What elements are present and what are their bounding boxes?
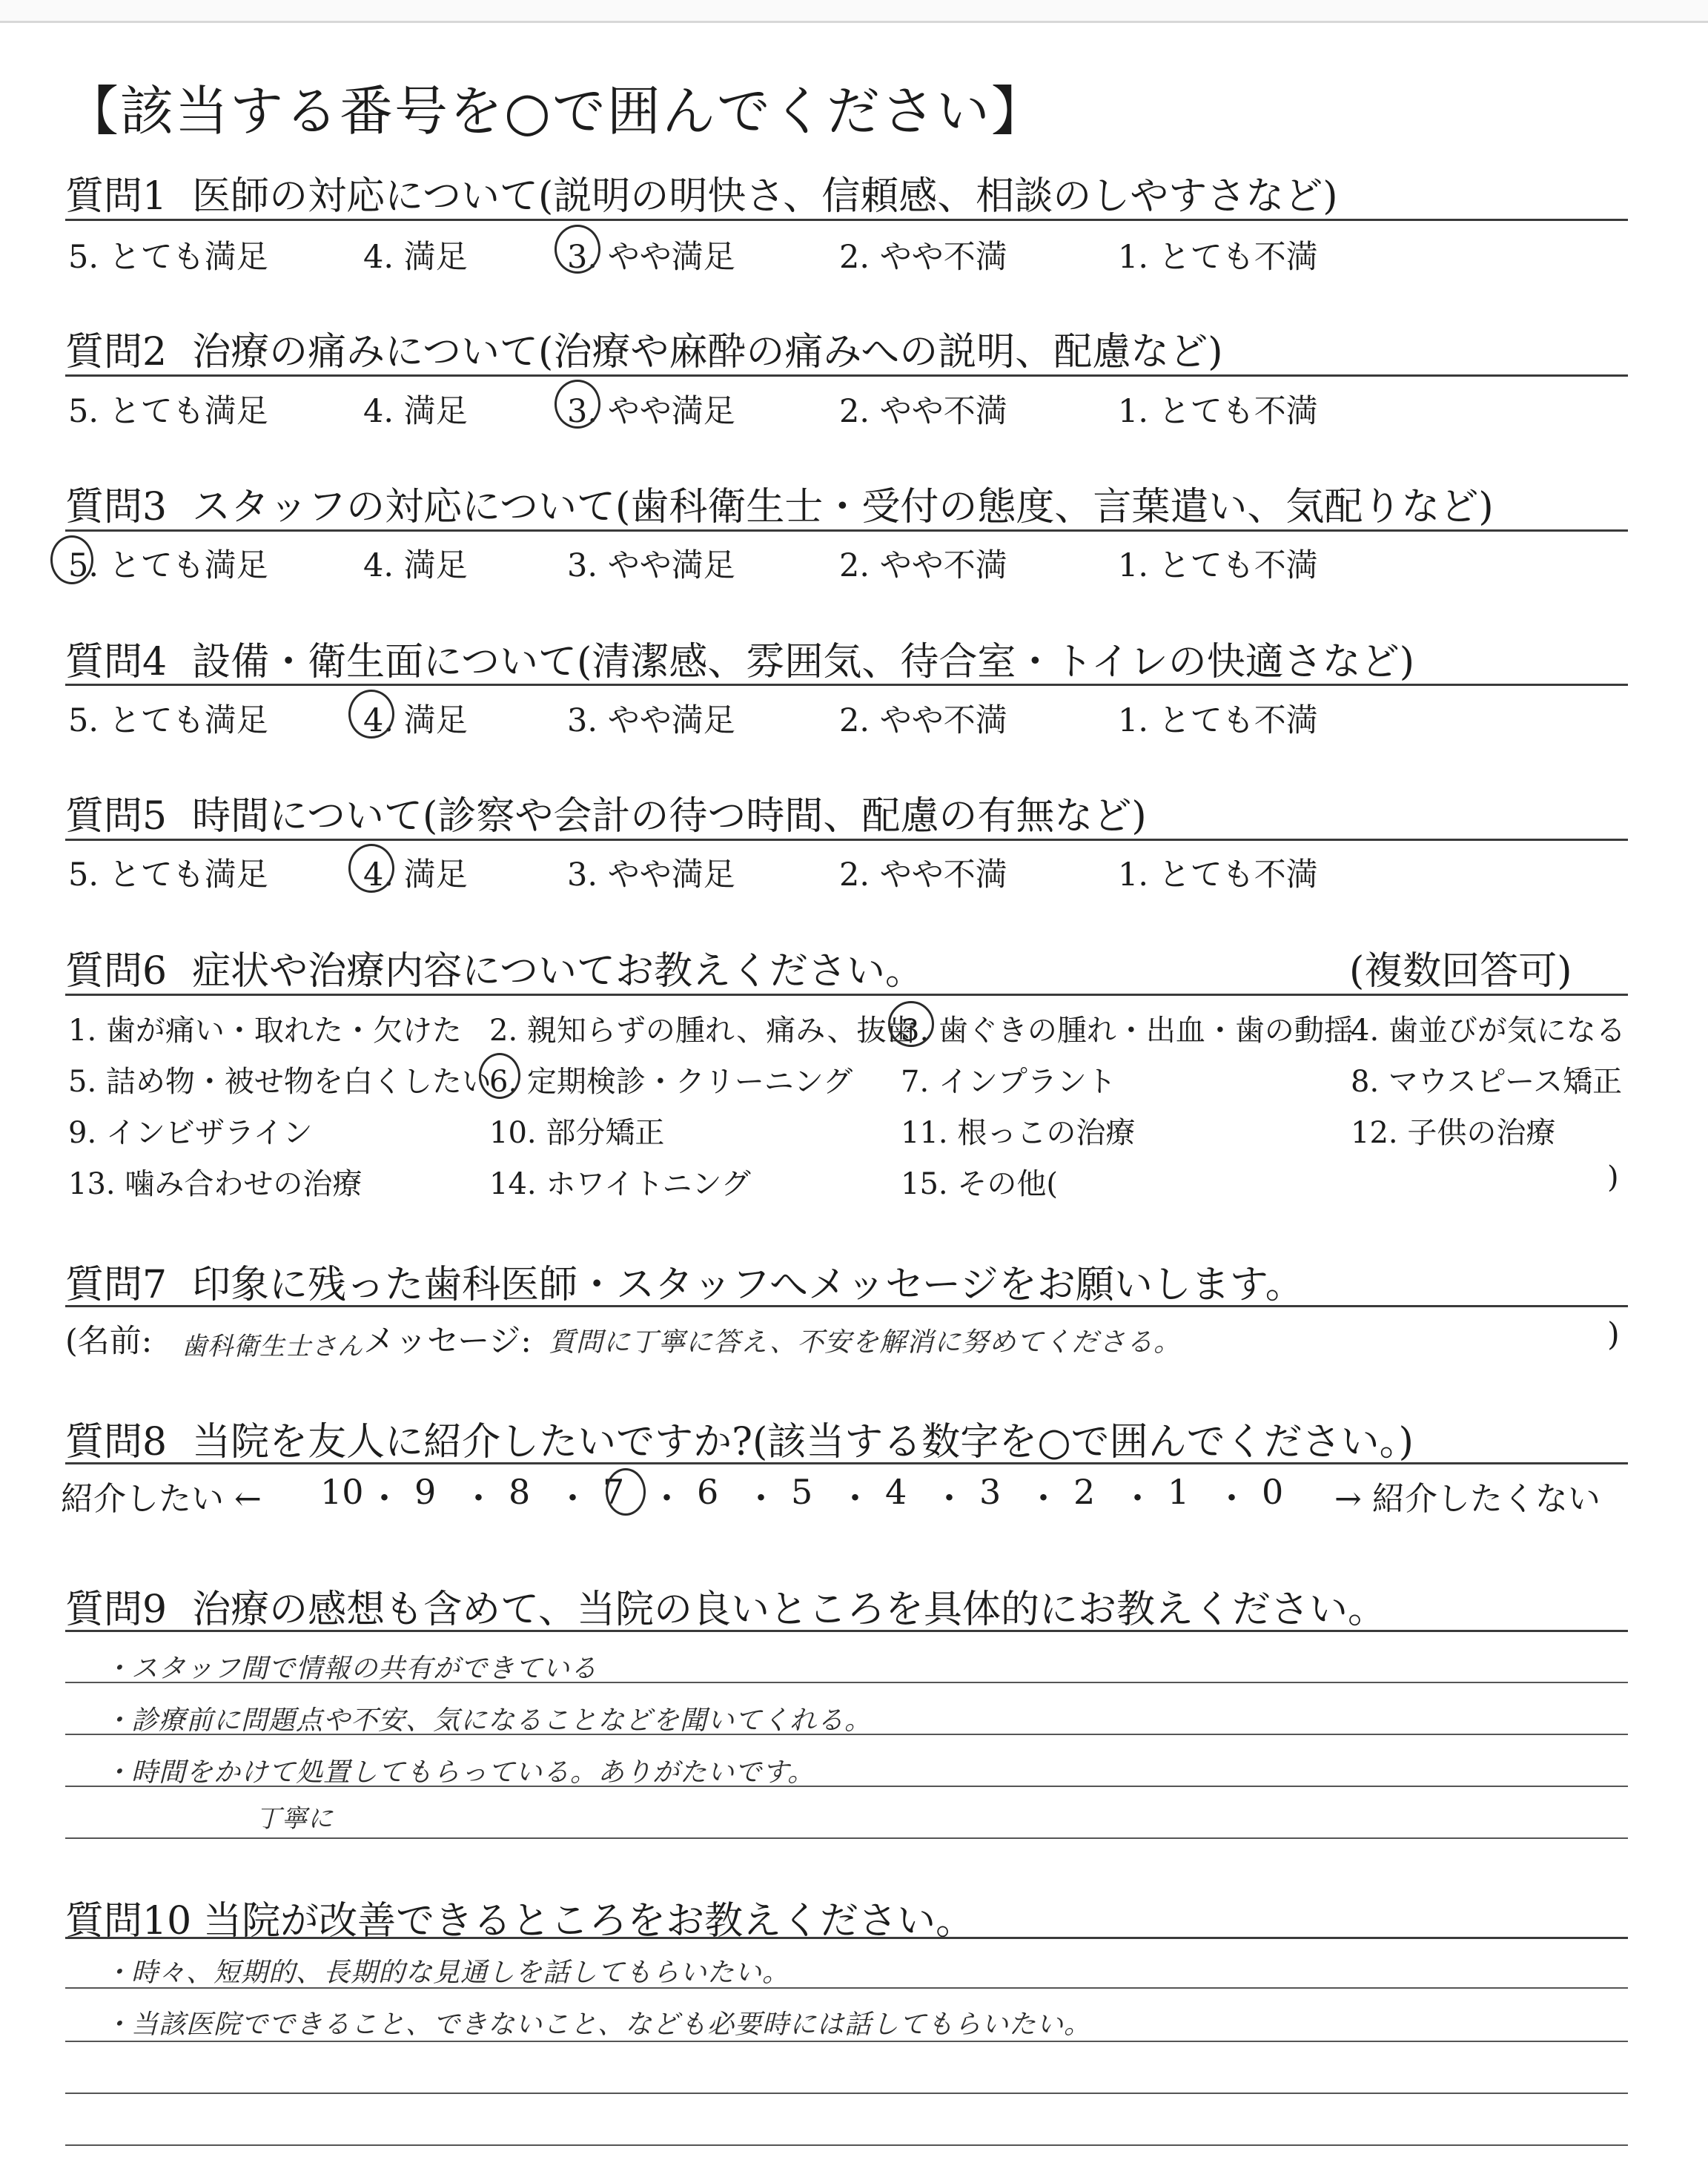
q6-item-7[interactable]: 7. インプラント: [901, 1065, 1116, 1099]
q9-answer-3[interactable]: ・時間をかけて処置してもらっている。ありがたいです。: [104, 1757, 815, 1788]
q1-option-1[interactable]: 1. とても不満: [1118, 239, 1318, 276]
q6-item-14[interactable]: 14. ホワイトニング: [489, 1167, 751, 1201]
question-1: [65, 165, 1338, 220]
scale-separator: ・: [1120, 1479, 1155, 1519]
question-3: [65, 475, 1494, 531]
q3-option-3[interactable]: 3. やや満足: [567, 547, 735, 584]
q9-handwritten-insert: 丁寧に: [256, 1804, 334, 1834]
q4-answer-circle: [348, 690, 394, 739]
q10-answer-1[interactable]: ・時々、短期的、長期的な見通しを話してもらいたい。: [104, 1958, 790, 1988]
scale-separator: ・: [744, 1479, 778, 1519]
question-number: 質問7: [65, 1263, 168, 1307]
question-text: 当院を友人に紹介したいですか?(該当する数字を○で囲んでください。): [192, 1420, 1414, 1464]
question-text: 印象に残った歯科医師・スタッフへメッセージをお願いします。: [192, 1263, 1304, 1307]
q4-option-2[interactable]: 2. やや不満: [839, 702, 1007, 739]
question-7: [65, 1253, 1304, 1309]
q2-option-3[interactable]: 3. やや満足: [567, 393, 735, 430]
question-number: 質問1: [65, 174, 168, 219]
q10-answer-2[interactable]: ・当該医院でできること、できないこと、なども必要時には話してもらいたい。: [104, 2009, 1092, 2040]
question-number: 質問6: [65, 949, 168, 994]
q4-option-5[interactable]: 5. とても満足: [68, 702, 268, 739]
question-text: スタッフの対応について(歯科衛生士・受付の態度、言葉遣い、気配りなど): [192, 485, 1494, 529]
scan-edge: [0, 0, 1708, 23]
question-text: 症状や治療内容についてお教えください。: [192, 949, 924, 994]
q9-answer-2[interactable]: ・診療前に問題点や不安、気になることなどを聞いてくれる。: [104, 1705, 873, 1736]
scale-separator: ・: [838, 1479, 873, 1519]
question-number: 質問5: [65, 794, 168, 839]
q2-option-5[interactable]: 5. とても満足: [68, 393, 268, 430]
divider: [65, 219, 1628, 221]
question-9: [65, 1578, 1386, 1634]
recommend-label: 紹介したい ←: [61, 1480, 262, 1518]
q9-answer-1[interactable]: ・スタッフ間で情報の共有ができている: [104, 1654, 598, 1684]
q6-item-13[interactable]: 13. 噛み合わせの治療: [68, 1167, 363, 1201]
answer-line: [65, 2041, 1628, 2042]
q5-option-4[interactable]: 4. 満足: [363, 856, 468, 894]
q2-answer-circle: [555, 380, 600, 429]
message-label: メッセージ:: [363, 1323, 532, 1360]
q4-option-3[interactable]: 3. やや満足: [567, 702, 735, 739]
answer-line: [65, 2144, 1628, 2146]
q6-item-10[interactable]: 10. 部分矯正: [489, 1116, 665, 1150]
q3-option-2[interactable]: 2. やや不満: [839, 547, 1007, 584]
scale-value[interactable]: 7: [603, 1472, 625, 1512]
scale-separator: ・: [649, 1479, 684, 1519]
question-number: 質問2: [65, 330, 168, 374]
divider: [65, 529, 1628, 532]
answer-line: [65, 1734, 1628, 1735]
question-5: [65, 785, 1147, 840]
scale-value[interactable]: 0: [1262, 1472, 1284, 1512]
scale-value[interactable]: 3: [979, 1472, 1002, 1512]
scale-value[interactable]: 4: [885, 1472, 907, 1512]
q4-option-1[interactable]: 1. とても不満: [1118, 702, 1318, 739]
handwritten-name[interactable]: 歯科衛生士さん: [182, 1332, 363, 1361]
q6-item-8[interactable]: 8. マウスピース矯正: [1351, 1065, 1623, 1099]
divider: [65, 1630, 1628, 1632]
answer-line: [65, 1837, 1628, 1839]
answer-line: [65, 2093, 1628, 2094]
q6-item-11[interactable]: 11. 根っこの治療: [901, 1116, 1136, 1150]
divider: [65, 1462, 1628, 1464]
q6-answer-circle-6: [479, 1053, 520, 1099]
q1-answer-circle: [555, 225, 600, 274]
question-text: 治療の痛みについて(治療や麻酔の痛みへの説明、配慮など): [192, 330, 1223, 374]
answer-line: [65, 1682, 1628, 1683]
question-6: [65, 939, 924, 995]
q5-option-2[interactable]: 2. やや不満: [839, 856, 1007, 894]
scale-value[interactable]: 1: [1168, 1472, 1190, 1512]
handwritten-message[interactable]: 質問に丁寧に答え、不安を解消に努めてくださる。: [549, 1327, 1182, 1358]
q6-item-9[interactable]: 9. インビザライン: [68, 1116, 313, 1150]
answer-line: [65, 1987, 1628, 1989]
q6-answer-circle-3: [888, 1001, 934, 1047]
scale-value[interactable]: 10: [320, 1472, 364, 1512]
answer-line: [65, 1786, 1628, 1787]
scale-separator: ・: [367, 1479, 402, 1519]
form-header: 【該当する番号を○で囲んでください】: [65, 80, 1046, 142]
scale-separator: ・: [461, 1479, 496, 1519]
q6-item-3[interactable]: 3. 歯ぐきの腫れ・出血・歯の動揺: [901, 1014, 1354, 1048]
scale-value[interactable]: 8: [509, 1472, 531, 1512]
q5-option-3[interactable]: 3. やや満足: [567, 856, 735, 894]
q6-item-2[interactable]: 2. 親知らずの腫れ、痛み、抜歯: [489, 1014, 916, 1048]
question-4: [65, 630, 1414, 686]
q5-answer-circle: [348, 844, 394, 893]
q3-option-4[interactable]: 4. 満足: [363, 547, 468, 584]
message-close: ): [1607, 1316, 1620, 1353]
question-number: 質問3: [65, 485, 168, 529]
q6-item-5[interactable]: 5. 詰め物・被せ物を白くしたい: [68, 1065, 491, 1099]
name-label: (名前:: [65, 1323, 153, 1360]
q6-item-1[interactable]: 1. 歯が痛い・取れた・欠けた: [68, 1014, 462, 1048]
q1-option-3[interactable]: 3. やや満足: [567, 239, 735, 276]
q6-item-15[interactable]: 15. その他(: [901, 1167, 1058, 1201]
q4-option-4[interactable]: 4. 満足: [363, 702, 468, 739]
q6-item-12[interactable]: 12. 子供の治療: [1351, 1116, 1556, 1150]
question-text: 医師の対応について(説明の明快さ、信頼感、相談のしやすさなど): [192, 174, 1338, 219]
question-number: 質問10: [65, 1899, 192, 1943]
q3-answer-circle: [50, 535, 93, 584]
q2-option-2[interactable]: 2. やや不満: [839, 393, 1007, 430]
divider: [65, 1937, 1628, 1939]
question-2: [65, 320, 1223, 376]
q8-answer-circle: [606, 1468, 646, 1516]
divider: [65, 374, 1628, 377]
scale-value[interactable]: 9: [414, 1472, 437, 1512]
question-text: 設備・衛生面について(清潔感、雰囲気、待合室・トイレの快適さなど): [192, 640, 1415, 684]
scale-separator: ・: [1026, 1479, 1061, 1519]
scale-separator: ・: [555, 1479, 590, 1519]
question-number: 質問9: [65, 1588, 168, 1632]
divider: [65, 994, 1628, 996]
not-recommend-label: → 紹介したくない: [1334, 1480, 1601, 1518]
q6-item-6[interactable]: 6. 定期検診・クリーニング: [489, 1065, 853, 1099]
q5-option-1[interactable]: 1. とても不満: [1118, 856, 1318, 894]
scale-value[interactable]: 6: [697, 1472, 719, 1512]
scale-separator: ・: [932, 1479, 967, 1519]
question-8: [65, 1410, 1414, 1466]
divider: [65, 1305, 1628, 1307]
scale-value[interactable]: 2: [1073, 1472, 1096, 1512]
q1-option-5[interactable]: 5. とても満足: [68, 239, 268, 276]
question-text: 治療の感想も含めて、当院の良いところを具体的にお教えください。: [192, 1588, 1387, 1632]
question-number: 質問4: [65, 640, 168, 684]
q1-option-4[interactable]: 4. 満足: [363, 239, 468, 276]
q6-other-close: ): [1607, 1160, 1619, 1195]
divider: [65, 684, 1628, 686]
scale-separator: ・: [1214, 1479, 1249, 1519]
q5-option-5[interactable]: 5. とても満足: [68, 856, 268, 894]
question-number: 質問8: [65, 1420, 168, 1464]
q6-item-4[interactable]: 4. 歯並びが気になる: [1351, 1014, 1626, 1048]
multiple-answers-note: (複数回答可): [1349, 949, 1572, 994]
question-text: 当院が改善できるところをお教えください。: [203, 1899, 975, 1943]
divider: [65, 839, 1628, 841]
q2-option-1[interactable]: 1. とても不満: [1118, 393, 1318, 430]
question-text: 時間について(診察や会計の待つ時間、配慮の有無など): [192, 794, 1147, 839]
q3-option-5[interactable]: 5. とても満足: [68, 547, 268, 584]
q3-option-1[interactable]: 1. とても不満: [1118, 547, 1318, 584]
q2-option-4[interactable]: 4. 満足: [363, 393, 468, 430]
q1-option-2[interactable]: 2. やや不満: [839, 239, 1007, 276]
scale-value[interactable]: 5: [791, 1472, 813, 1512]
